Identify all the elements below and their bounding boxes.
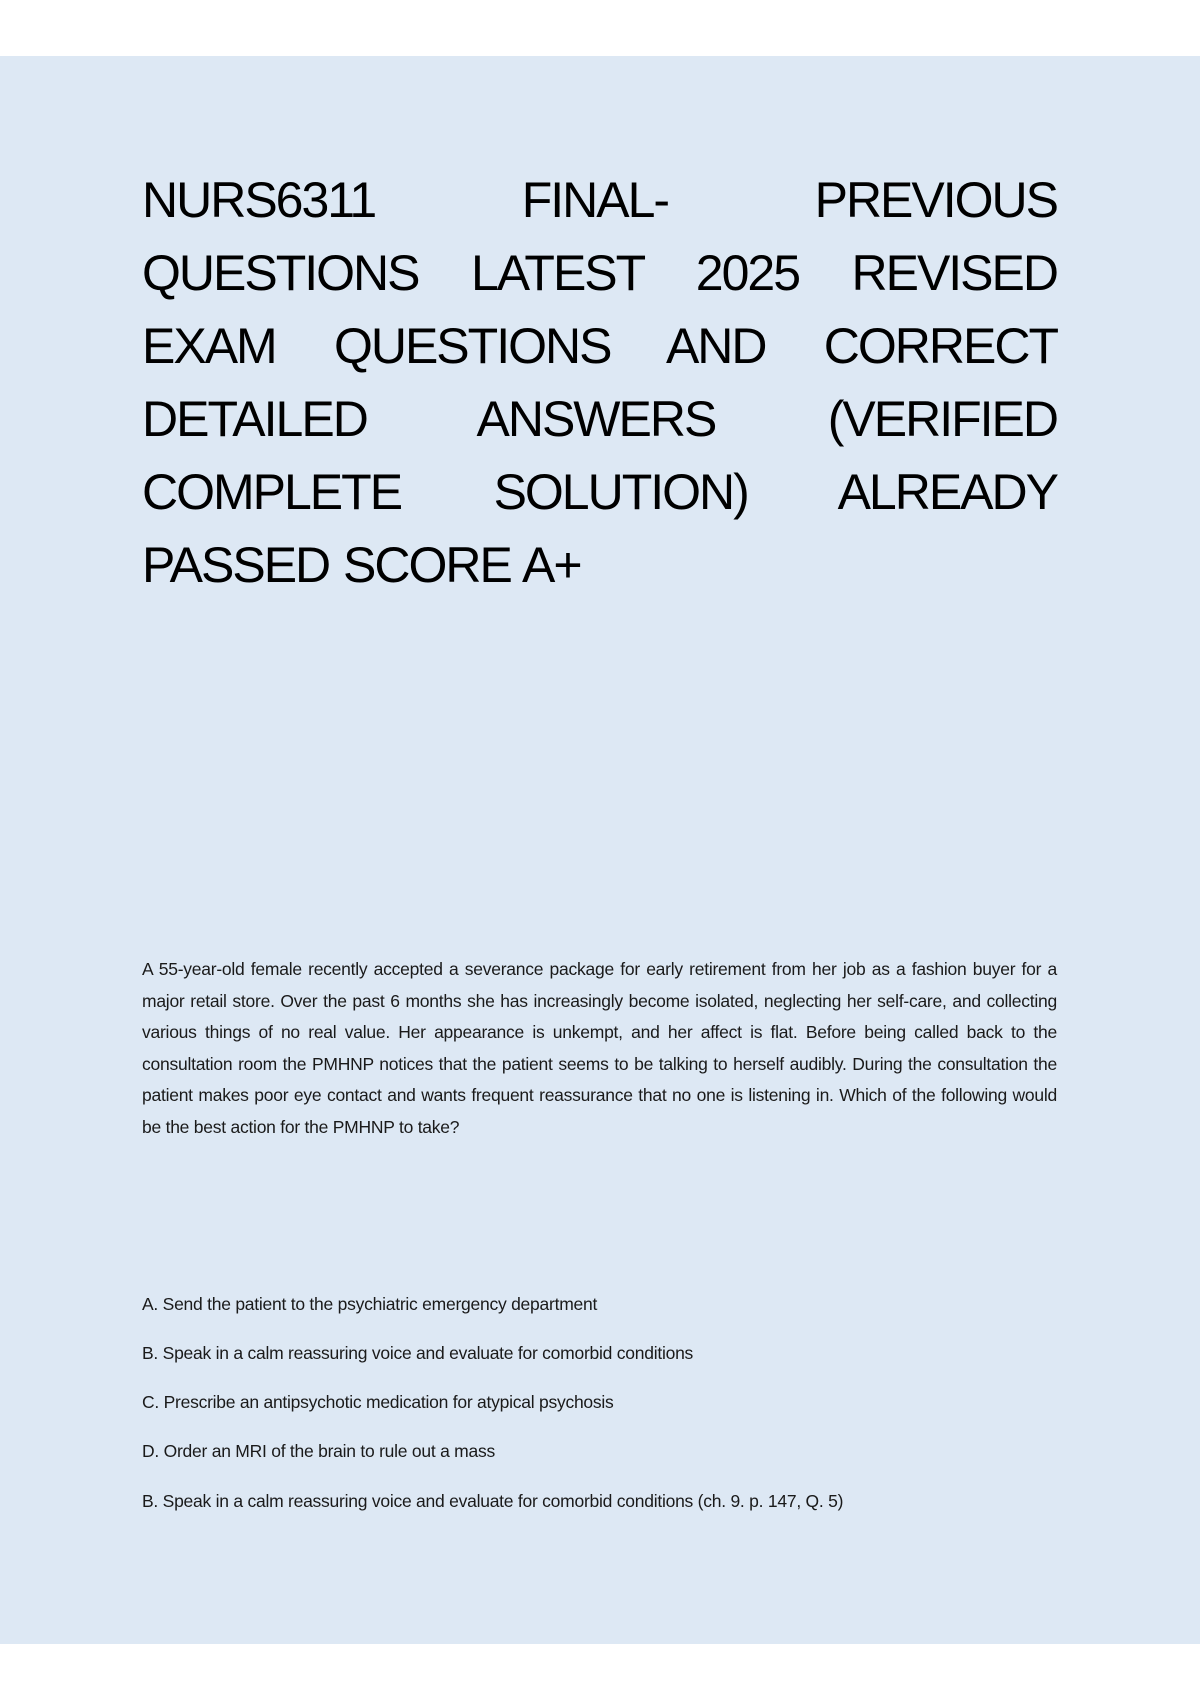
option-d: D. Order an MRI of the brain to rule out a mass bbox=[142, 1441, 495, 1461]
option-c: C. Prescribe an antipsychotic medication for atypical psychosis bbox=[142, 1392, 614, 1412]
document-page bbox=[0, 56, 1200, 1644]
document-title: NURS6311 FINAL- PREVIOUS QUESTIONS LATEST 2025 REVISED EXAM QUESTIONS AND CORRECT DETAILED ANSWERS (VERIFIED COMPLETE SOLUTION) ALREADY PASSED SCORE A+ bbox=[142, 172, 1057, 593]
question-text: A 55-year-old female recently accepted a severance package for early retirement from her job as a fashion buyer for a major retail store. Over the past 6 months she has increasingly become isolated, neglecting her self-care, and collecting various things of no real value. Her appearance is unkempt, and her affect is flat. Before being called back to the consultation room the PMHNP notices that the patient seems to be talking to herself audibly. During the consultation the patient makes poor eye contact and wants frequent reassurance that no one is listening in. Which of the following would be the best action for the PMHNP to take? bbox=[142, 959, 1057, 1137]
answer-options-list bbox=[142, 1292, 1057, 1488]
option-a: A. Send the patient to the psychiatric emergency department bbox=[142, 1294, 598, 1314]
option-b: B. Speak in a calm reassuring voice and evaluate for comorbid conditions bbox=[142, 1343, 694, 1363]
correct-answer: B. Speak in a calm reassuring voice and evaluate for comorbid conditions (ch. 9. p. 147, Q. 5) bbox=[142, 1491, 844, 1511]
